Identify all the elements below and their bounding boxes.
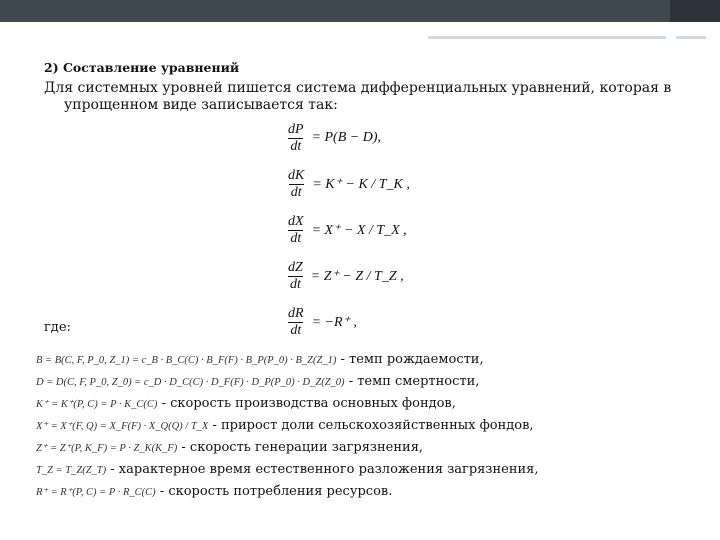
- definition-description: - темп рождаемости,: [340, 352, 484, 367]
- derivative-numerator: dX: [288, 213, 304, 229]
- derivative-numerator: dR: [288, 305, 304, 321]
- decorative-rule: [428, 36, 666, 39]
- equation-rhs: = Z⁺ − Z / T_Z ,: [310, 268, 404, 284]
- intro-line-1: Для системных уровней пишется система дифференциальных уравнений, которая в: [44, 80, 672, 96]
- derivative: [286, 122, 306, 155]
- derivative: [286, 306, 306, 339]
- derivative: [286, 260, 305, 293]
- equation-rhs: = K⁺ − K / T_K ,: [312, 176, 410, 192]
- derivative: [286, 168, 306, 201]
- derivative-denominator: dt: [289, 276, 301, 292]
- top-bar: [0, 0, 720, 22]
- derivative-denominator: dt: [290, 138, 302, 154]
- definition-row: [36, 462, 539, 477]
- top-bar-accent: [670, 0, 720, 22]
- derivative: [286, 214, 306, 247]
- definition-formula: Z⁺ = Z⁺(P, K_F) = P · Z_K(K_F): [36, 443, 178, 454]
- definition-row: [36, 374, 479, 389]
- definition-description: - скорость производства основных фондов,: [161, 396, 456, 411]
- derivative-numerator: dP: [288, 121, 304, 137]
- equation-row: [284, 118, 410, 158]
- equation-rhs: = P(B − D),: [311, 130, 381, 145]
- definition-formula: B = B(C, F, P_0, Z_1) = c_B · B_C(C) · B_F(F) · B_P(P_0) · B_Z(Z_1): [36, 355, 337, 366]
- intro-line-2: упрощенном виде записывается так:: [64, 97, 338, 113]
- definition-description: - прирост доли сельскохозяйственных фондов,: [212, 418, 534, 433]
- definition-formula: T_Z = T_Z(Z_T): [36, 465, 107, 476]
- definition-row: [36, 352, 484, 367]
- definition-formula: R⁺ = R⁺(P, C) = P · R_C(C): [36, 487, 156, 498]
- definition-description: - скорость потребления ресурсов.: [159, 484, 393, 499]
- equation-row: [284, 302, 410, 342]
- intro-text: [44, 80, 694, 114]
- equation-row: [284, 210, 410, 250]
- slide-heading: 2) Составление уравнений: [44, 60, 240, 75]
- definition-description: - темп смертности,: [348, 374, 480, 389]
- where-label: где:: [44, 320, 71, 335]
- equation-rhs: = −R⁺ ,: [311, 314, 357, 330]
- definition-formula: K⁺ = K⁺(P, C) = P · K_C(C): [36, 399, 158, 410]
- definition-row: [36, 440, 423, 455]
- equation-row: [284, 256, 410, 296]
- derivative-numerator: dK: [288, 167, 305, 183]
- derivative-numerator: dZ: [288, 259, 303, 275]
- definition-formula: X⁺ = X⁺(F, Q) = X_F(F) · X_Q(Q) / T_X: [36, 421, 209, 432]
- definition-row: [36, 418, 534, 433]
- equation-rhs: = X⁺ − X / T_X ,: [311, 222, 407, 238]
- definition-description: - скорость генерации загрязнения,: [181, 440, 424, 455]
- derivative-denominator: dt: [290, 322, 302, 338]
- definition-formula: D = D(C, F, P_0, Z_0) = c_D · D_C(C) · D_F(F) · D_P(P_0) · D_Z(Z_0): [36, 377, 345, 388]
- decorative-rule-short: [676, 36, 706, 39]
- definition-description: - характерное время естественного разложения загрязнения,: [110, 462, 539, 477]
- equation-row: [284, 164, 410, 204]
- derivative-denominator: dt: [290, 184, 302, 200]
- definition-row: [36, 396, 456, 411]
- derivative-denominator: dt: [290, 230, 302, 246]
- definition-row: [36, 484, 392, 499]
- equation-system: [284, 118, 410, 348]
